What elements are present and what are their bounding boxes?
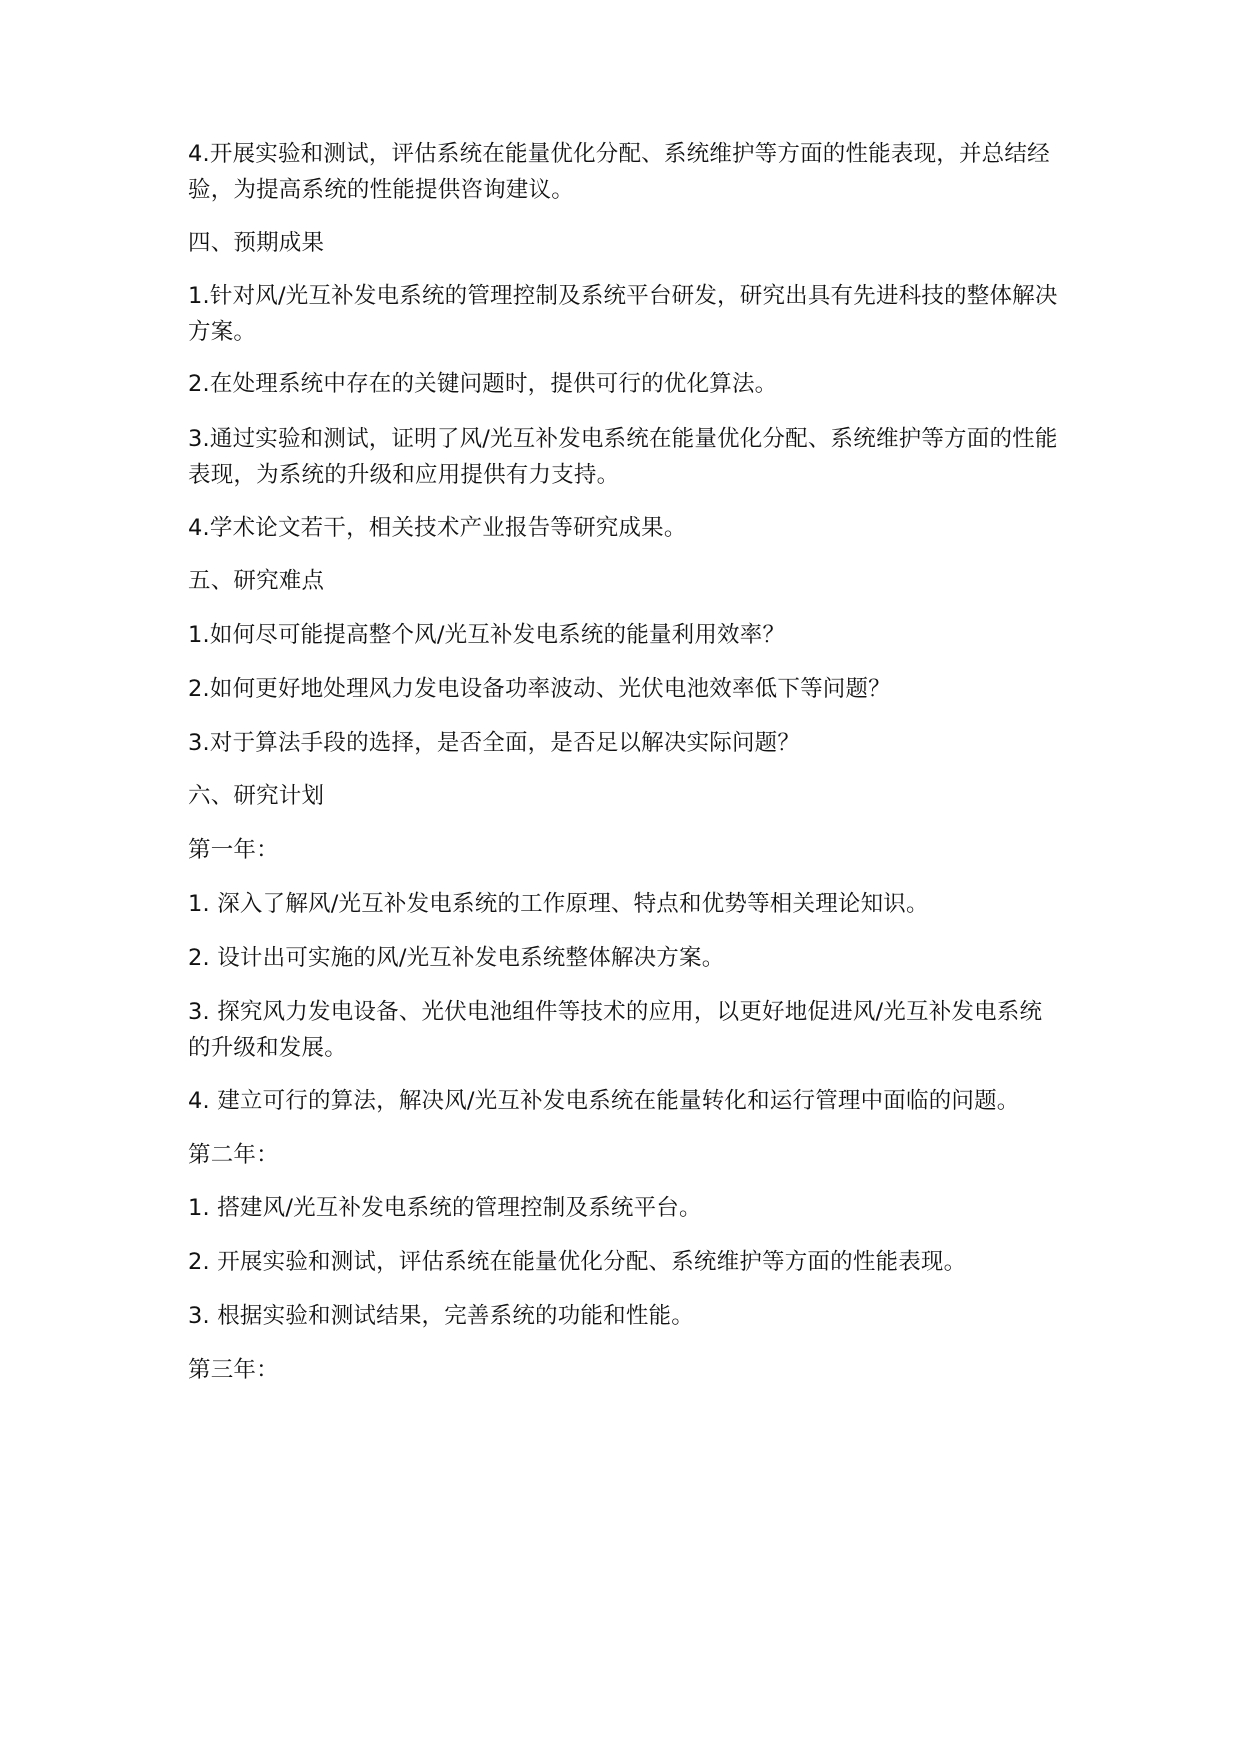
plan-year-2-heading: 第二年： [188,1142,279,1168]
paragraph-result-3: 3.通过实验和测试，证明了风/光互补发电系统在能量优化分配、系统维护等方面的性能表现，为系统的升级和应用提供有力支持。 [188,426,1058,488]
paragraph-difficulty-3: 3.对于算法手段的选择，是否全面，是否足以解决实际问题？ [188,730,801,756]
paragraph-result-1: 1.针对风/光互补发电系统的管理控制及系统平台研发，研究出具有先进科技的整体解决方案。 [188,283,1058,345]
section-heading-research-plan: 六、研究计划 [188,783,325,809]
plan-year-1-item-4: 4. 建立可行的算法，解决风/光互补发电系统在能量转化和运行管理中面临的问题。 [188,1088,1020,1114]
plan-year-2-item-3: 3. 根据实验和测试结果，完善系统的功能和性能。 [188,1303,694,1329]
paragraph-result-4: 4.学术论文若干，相关技术产业报告等研究成果。 [188,515,687,541]
section-heading-expected-results: 四、预期成果 [188,230,325,256]
paragraph-experiment-testing: 4.开展实验和测试，评估系统在能量优化分配、系统维护等方面的性能表现，并总结经验，为提高系统的性能提供咨询建议。 [188,141,1050,203]
plan-year-2-item-1: 1. 搭建风/光互补发电系统的管理控制及系统平台。 [188,1195,702,1221]
section-heading-research-difficulties: 五、研究难点 [188,568,325,594]
plan-year-1-item-1: 1. 深入了解风/光互补发电系统的工作原理、特点和优势等相关理论知识。 [188,891,929,917]
plan-year-1-heading: 第一年： [188,837,279,863]
paragraph-result-2: 2.在处理系统中存在的关键问题时，提供可行的优化算法。 [188,371,778,397]
plan-year-3-heading: 第三年： [188,1357,279,1383]
plan-year-1-item-3: 3. 探究风力发电设备、光伏电池组件等技术的应用，以更好地促进风/光互补发电系统的升级和发展。 [188,999,1043,1061]
paragraph-difficulty-1: 1.如何尽可能提高整个风/光互补发电系统的能量利用效率？ [188,622,786,648]
plan-year-2-item-2: 2. 开展实验和测试，评估系统在能量优化分配、系统维护等方面的性能表现。 [188,1249,967,1275]
plan-year-1-item-2: 2. 设计出可实施的风/光互补发电系统整体解决方案。 [188,945,725,971]
paragraph-difficulty-2: 2.如何更好地处理风力发电设备功率波动、光伏电池效率低下等问题？ [188,676,891,702]
